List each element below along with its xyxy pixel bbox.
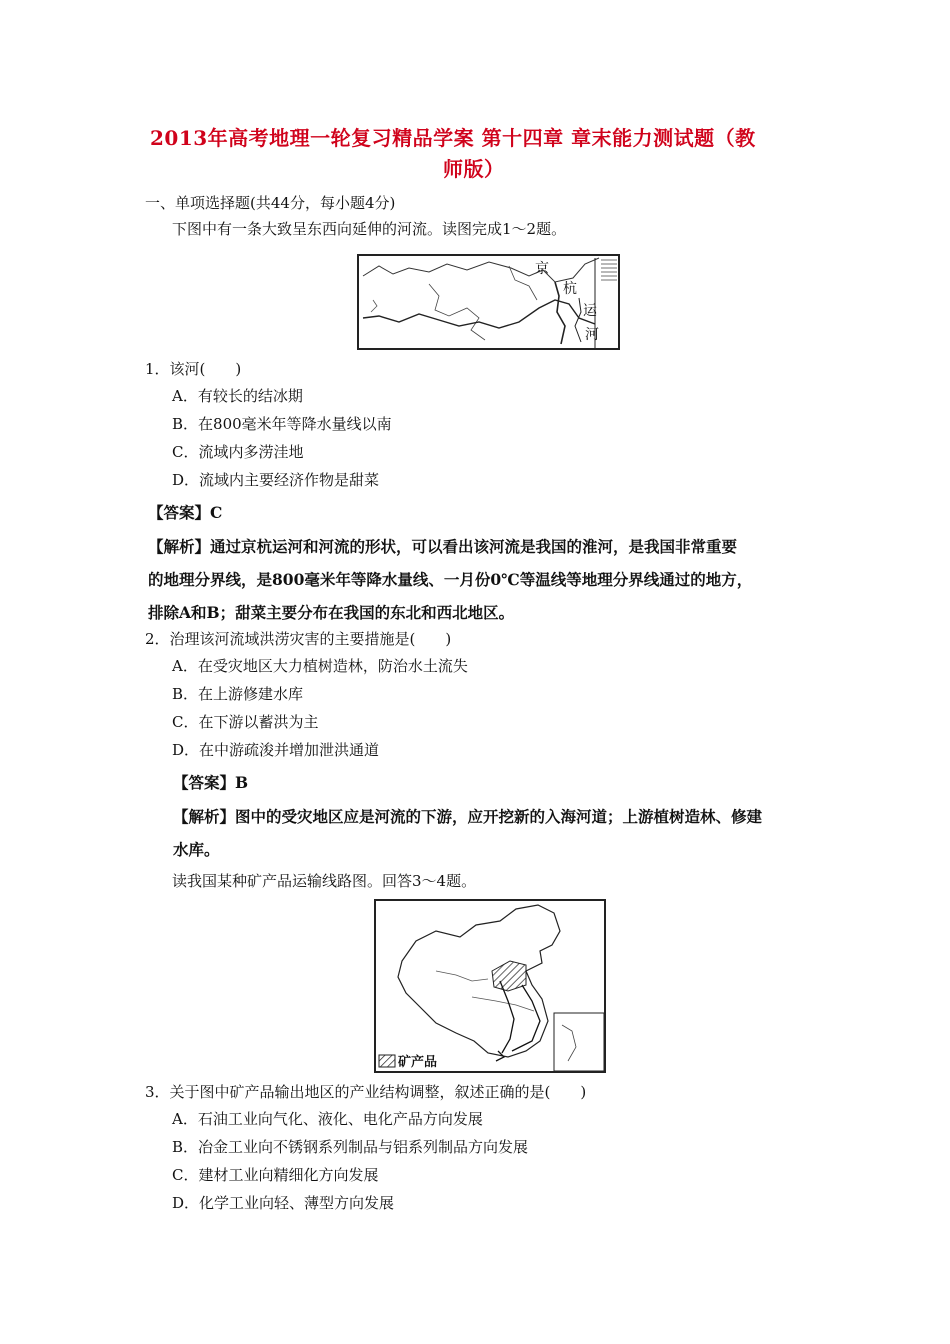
map-label-he: 河 xyxy=(585,327,599,343)
map-label-jing: 京 xyxy=(535,261,549,277)
question-3-option-b: B．冶金工业向不锈钢系列制品与铝系列制品方向发展 xyxy=(172,1138,529,1156)
question-1-option-c: C．流域内多涝洼地 xyxy=(172,443,304,461)
legend-label: 矿产品 xyxy=(398,1055,438,1070)
river-map-figure xyxy=(357,254,620,350)
question-3-option-c: C．建材工业向精细化方向发展 xyxy=(172,1166,379,1184)
question-3-option-a: A．石油工业向气化、液化、电化产品方向发展 xyxy=(172,1110,483,1128)
map-label-hang: 杭 xyxy=(563,281,577,297)
question-1-answer: 【答案】C xyxy=(148,503,223,522)
intro-text-2: 读我国某种矿产品运输线路图。回答3～4题。 xyxy=(172,872,477,890)
china-map-drawing xyxy=(376,901,604,1071)
river-map-drawing xyxy=(359,256,618,348)
question-2-answer: 【答案】B xyxy=(173,773,249,792)
question-2-stem: 2．治理该河流域洪涝灾害的主要措施是( ) xyxy=(145,630,452,648)
question-1-option-b: B．在800毫米年等降水量线以南 xyxy=(172,415,392,433)
page-title-line2: 师版） xyxy=(443,157,505,181)
question-1-analysis-line1: 【解析】通过京杭运河和河流的形状，可以看出该河流是我国的淮河，是我国非常重要 xyxy=(148,537,738,556)
section-heading: 一、单项选择题(共44分，每小题4分) xyxy=(145,194,396,212)
question-2-analysis-line2: 水库。 xyxy=(173,840,220,859)
question-2-analysis-line1: 【解析】图中的受灾地区应是河流的下游，应开挖新的入海河道；上游植树造林、修建 xyxy=(173,807,763,826)
intro-text-1: 下图中有一条大致呈东西向延伸的河流。读图完成1～2题。 xyxy=(172,220,567,238)
question-2-option-b: B．在上游修建水库 xyxy=(172,685,304,703)
mineral-transport-map-figure xyxy=(374,899,606,1073)
question-2-option-c: C．在下游以蓄洪为主 xyxy=(172,713,319,731)
question-1-stem: 1．该河( ) xyxy=(145,360,242,378)
question-1-option-d: D．流域内主要经济作物是甜菜 xyxy=(172,471,380,489)
page-title-line1: 2013年高考地理一轮复习精品学案 第十四章 章末能力测试题（教 xyxy=(150,126,756,150)
question-1-analysis-line3: 排除A和B；甜菜主要分布在我国的东北和西北地区。 xyxy=(148,603,515,622)
question-2-option-a: A．在受灾地区大力植树造林，防治水土流失 xyxy=(172,657,468,675)
question-1-option-a: A．有较长的结冰期 xyxy=(172,387,303,405)
question-1-analysis-line2: 的地理分界线，是800毫米年等降水量线、一月份0℃等温线等地理分界线通过的地方， xyxy=(148,570,753,589)
question-3-option-d: D．化学工业向轻、薄型方向发展 xyxy=(172,1194,395,1212)
question-2-option-d: D．在中游疏浚并增加泄洪通道 xyxy=(172,741,380,759)
map-label-yun: 运 xyxy=(583,303,597,319)
question-3-stem: 3．关于图中矿产品输出地区的产业结构调整，叙述正确的是( ) xyxy=(145,1083,587,1101)
